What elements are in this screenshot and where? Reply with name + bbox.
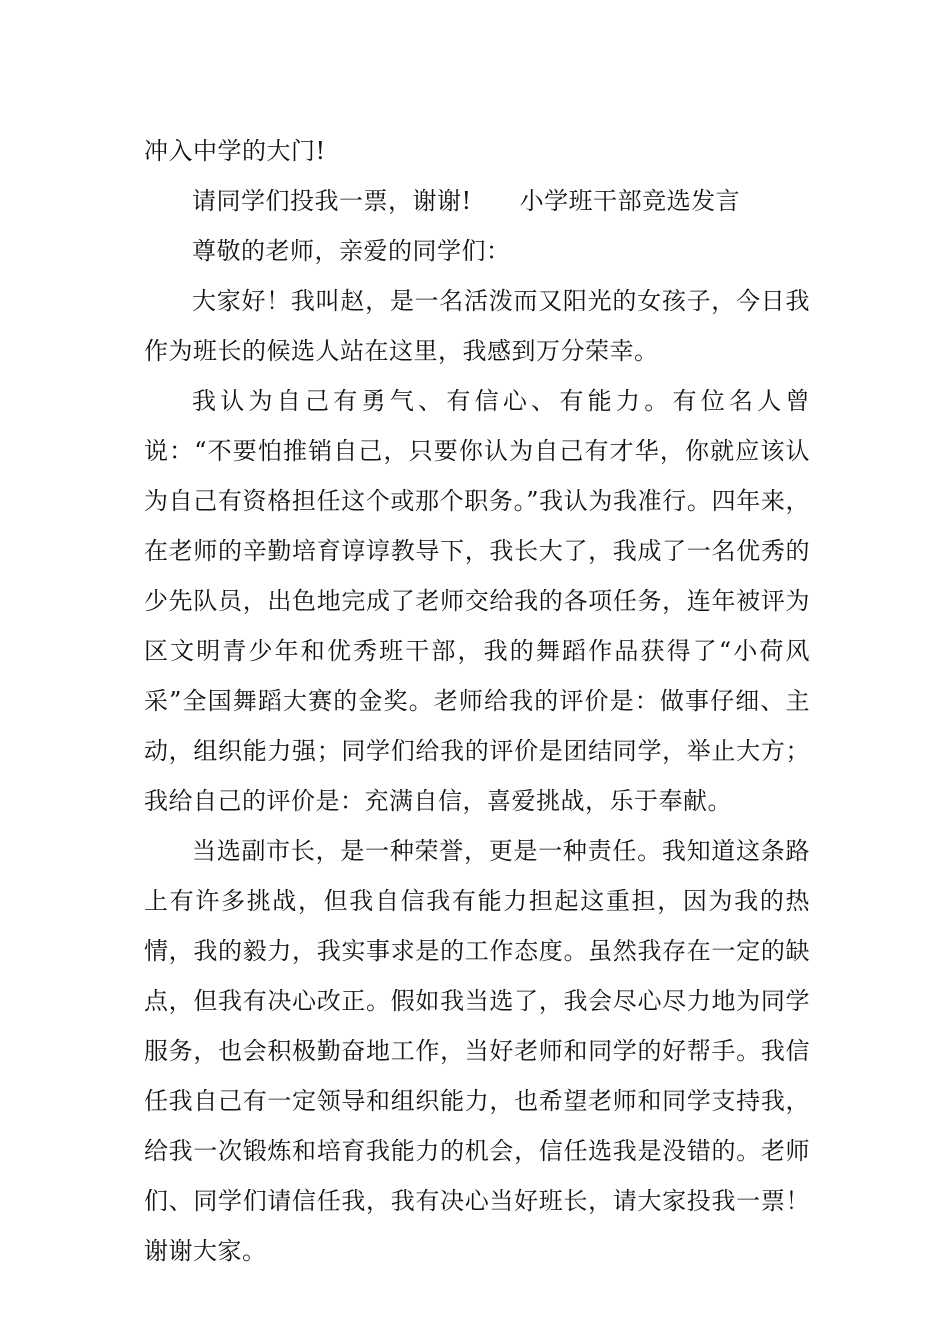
salutation: 尊敬的老师，亲爱的同学们： — [192, 237, 511, 265]
paragraph-introduction: 大家好！我叫赵，是一名活泼而又阳光的女孩子，今日我作为班长的候选人站在这里，我感到万分荣幸。 — [144, 287, 810, 365]
vote-request-line — [144, 176, 810, 226]
document-body — [144, 126, 810, 1276]
continuation-line: 冲入中学的大门! — [144, 137, 326, 165]
paragraph-qualifications: 我认为自己有勇气、有信心、有能力。有位名人曾说：“不要怕推销自己，只要你认为自己有才华，你就应该认为自己有资格担任这个或那个职务。”我认为我准行。四年来，在老师的辛勤培育谆谆教导下，我长大了，我成了一名优秀的少先队员，出色地完成了老师交给我的各项任务，连年被评为区文明青少年和优秀班干部，我的舞蹈作品获得了“小荷风采”全国舞蹈大赛的金奖。老师给我的评价是：做事仔细、主动，组织能力强；同学们给我的评价是团结同学，举止大方；我给自己的评价是：充满自信，喜爱挑战，乐于奉献。 — [144, 387, 810, 815]
speech-title: 小学班干部竞选发言 — [519, 187, 741, 215]
paragraph-commitment: 当选副市长，是一种荣誉，更是一种责任。我知道这条路上有许多挑战，但我自信我有能力担起这重担，因为我的热情，我的毅力，我实事求是的工作态度。虽然我存在一定的缺点，但我有决心改正。假如我当选了，我会尽心尽力地为同学服务，也会积极勤奋地工作，当好老师和同学的好帮手。我信任我自己有一定领导和组织能力，也希望老师和同学支持我，给我一次锻炼和培育我能力的机会，信任选我是没错的。老师们、同学们请信任我，我有决心当好班长，请大家投我一票！谢谢大家。 — [144, 837, 810, 1265]
vote-request-text: 请同学们投我一票，谢谢! — [192, 187, 472, 215]
